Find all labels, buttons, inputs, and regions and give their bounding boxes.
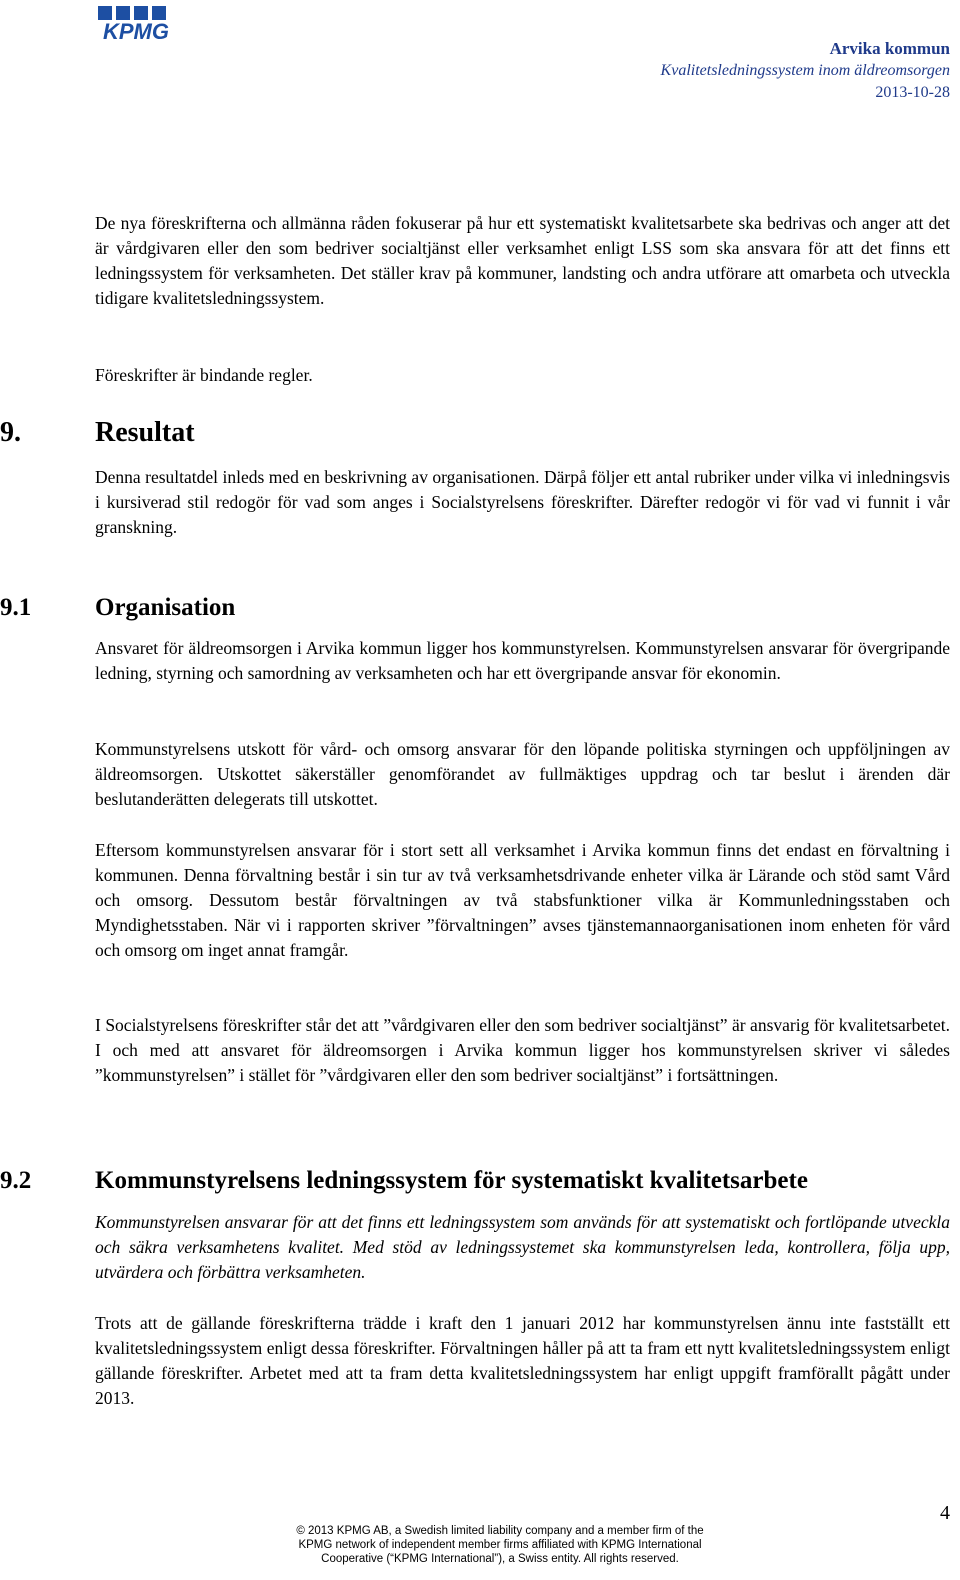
section-9-2-italic-paragraph: Kommunstyrelsen ansvarar för att det finns ett ledningssystem som används för att systematiskt och fortlöpande utveckla och säkra verksamhetens kvalitet. Med stöd av ledningssystemet ska kommunstyrelsen leda, kontrollera, följa upp, utvärdera och förbättra verksamheten. [95, 1212, 950, 1282]
footer-copyright [240, 1524, 760, 1566]
footer-line-3: Cooperative (“KPMG International”), a Swiss entity. All rights reserved. [321, 1553, 679, 1565]
kpmg-logo-text: KPMG [103, 19, 169, 42]
section-9-2-body-2 [95, 1311, 950, 1411]
intro-block-2 [95, 363, 950, 388]
section-9-2-number: 9.2 [0, 1167, 32, 1194]
section-9-1-paragraph: Ansvaret för äldreomsorgen i Arvika kommun ligger hos kommunstyrelsen. Kommunstyrelsen ansvarar för övergripande ledning, styrning och samordning av verksamheten och har ett övergripande ansvar för ekonomin. [95, 638, 950, 683]
header-date: 2013-10-28 [875, 84, 950, 101]
intro-block [95, 211, 950, 311]
section-9-paragraph: Denna resultatdel inleds med en beskrivning av organisationen. Därpå följer ett antal rubriker under vilka vi inledningsvis i kursiverad stil redogör för vad som anges i Socialstyrelsens föreskrifter. Därefter redogör vi för vad vi funnit i vår granskning. [95, 467, 950, 537]
section-9-1-body-4 [95, 1013, 950, 1088]
section-9-title: Resultat [95, 417, 195, 448]
section-9-1-heading [0, 591, 235, 625]
section-9-2-body-1 [95, 1210, 950, 1285]
footer-line-2: KPMG network of independent member firms affiliated with KPMG International [298, 1539, 702, 1551]
section-9-1-paragraph: Kommunstyrelsens utskott för vård- och omsorg ansvarar för den löpande politiska styrningen och uppföljningen av äldreomsorgen. Utskottet säkerställer genomförandet av fullmäktiges uppdrag och tar beslut i ärenden där beslutanderätten delegerats till utskottet. [95, 739, 950, 809]
section-9-1-paragraph: Eftersom kommunstyrelsen ansvarar för i stort sett all verksamhet i Arvika kommun finns det endast en förvaltning i kommunen. Denna förvaltning består i sin tur av två verksamhetsdrivande enheter vilka är Lärande och stöd samt Vård och omsorg. Dessutom består förvaltningen av två stabsfunktioner vilka är Kommunledningsstaben och Myndighetsstaben. När vi i rapporten skriver ”förvaltningen” avses tjänstemannaorganisationen inom enheten för vård och omsorg om inget annat framgår. [95, 840, 950, 960]
intro-paragraph-2: Föreskrifter är bindande regler. [95, 365, 313, 385]
section-9-heading [0, 416, 195, 450]
section-9-number: 9. [0, 417, 21, 448]
section-9-1-title: Organisation [95, 594, 236, 621]
section-9-1-number: 9.1 [0, 594, 32, 621]
section-9-1-body-2 [95, 737, 950, 812]
header-organization: Arvika kommun [829, 39, 950, 58]
section-9-1-body-1 [95, 636, 950, 686]
page-number: 4 [940, 1502, 950, 1524]
section-9-body [95, 465, 950, 540]
footer-line-1: © 2013 KPMG AB, a Swedish limited liability company and a member firm of the [296, 1525, 704, 1537]
section-9-1-body-3 [95, 838, 950, 963]
header-report-title: Kvalitetsledningssystem inom äldreomsorgen [660, 62, 950, 79]
section-9-2-title: Kommunstyrelsens ledningssystem för systematiskt kvalitetsarbete [95, 1167, 808, 1194]
section-9-1-paragraph: I Socialstyrelsens föreskrifter står det att ”vårdgivaren eller den som bedriver socialtjänst” är ansvarig för kvalitetsarbetet. I och med att ansvaret för äldreomsorgen i Arvika kommun ligger hos kommunstyrelsen skriver vi således ”kommunstyrelsen” i stället för ”vårdgivaren eller den som bedriver socialtjänst” i fortsättningen. [95, 1015, 950, 1085]
document-header [661, 38, 950, 104]
intro-paragraph-1: De nya föreskrifterna och allmänna råden fokuserar på hur ett systematiskt kvalitetsarbete ska bedrivas och anger att det är vårdgivaren eller den som bedriver socialtjänst eller verksamhet enligt LSS som ska ansvara för att det finns ett ledningssystem för verksamheten. Det ställer krav på kommuner, landsting och andra utförare att omarbeta och utveckla tidigare kvalitetsledningssystem. [95, 213, 950, 308]
section-9-2-paragraph: Trots att de gällande föreskrifterna trädde i kraft den 1 januari 2012 har kommunstyrelsen ännu inte fastställt ett kvalitetsledningssystem enligt dessa föreskrifter. Förvaltningen håller på att ta fram ett nytt kvalitetsledningssystem enligt gällande föreskrifter. Arbetet med att ta fram detta kvalitetsledningssystem har enligt uppgift framförallt pågått under 2013. [95, 1313, 950, 1408]
kpmg-logo [92, 6, 184, 42]
section-9-2-heading [0, 1164, 808, 1198]
